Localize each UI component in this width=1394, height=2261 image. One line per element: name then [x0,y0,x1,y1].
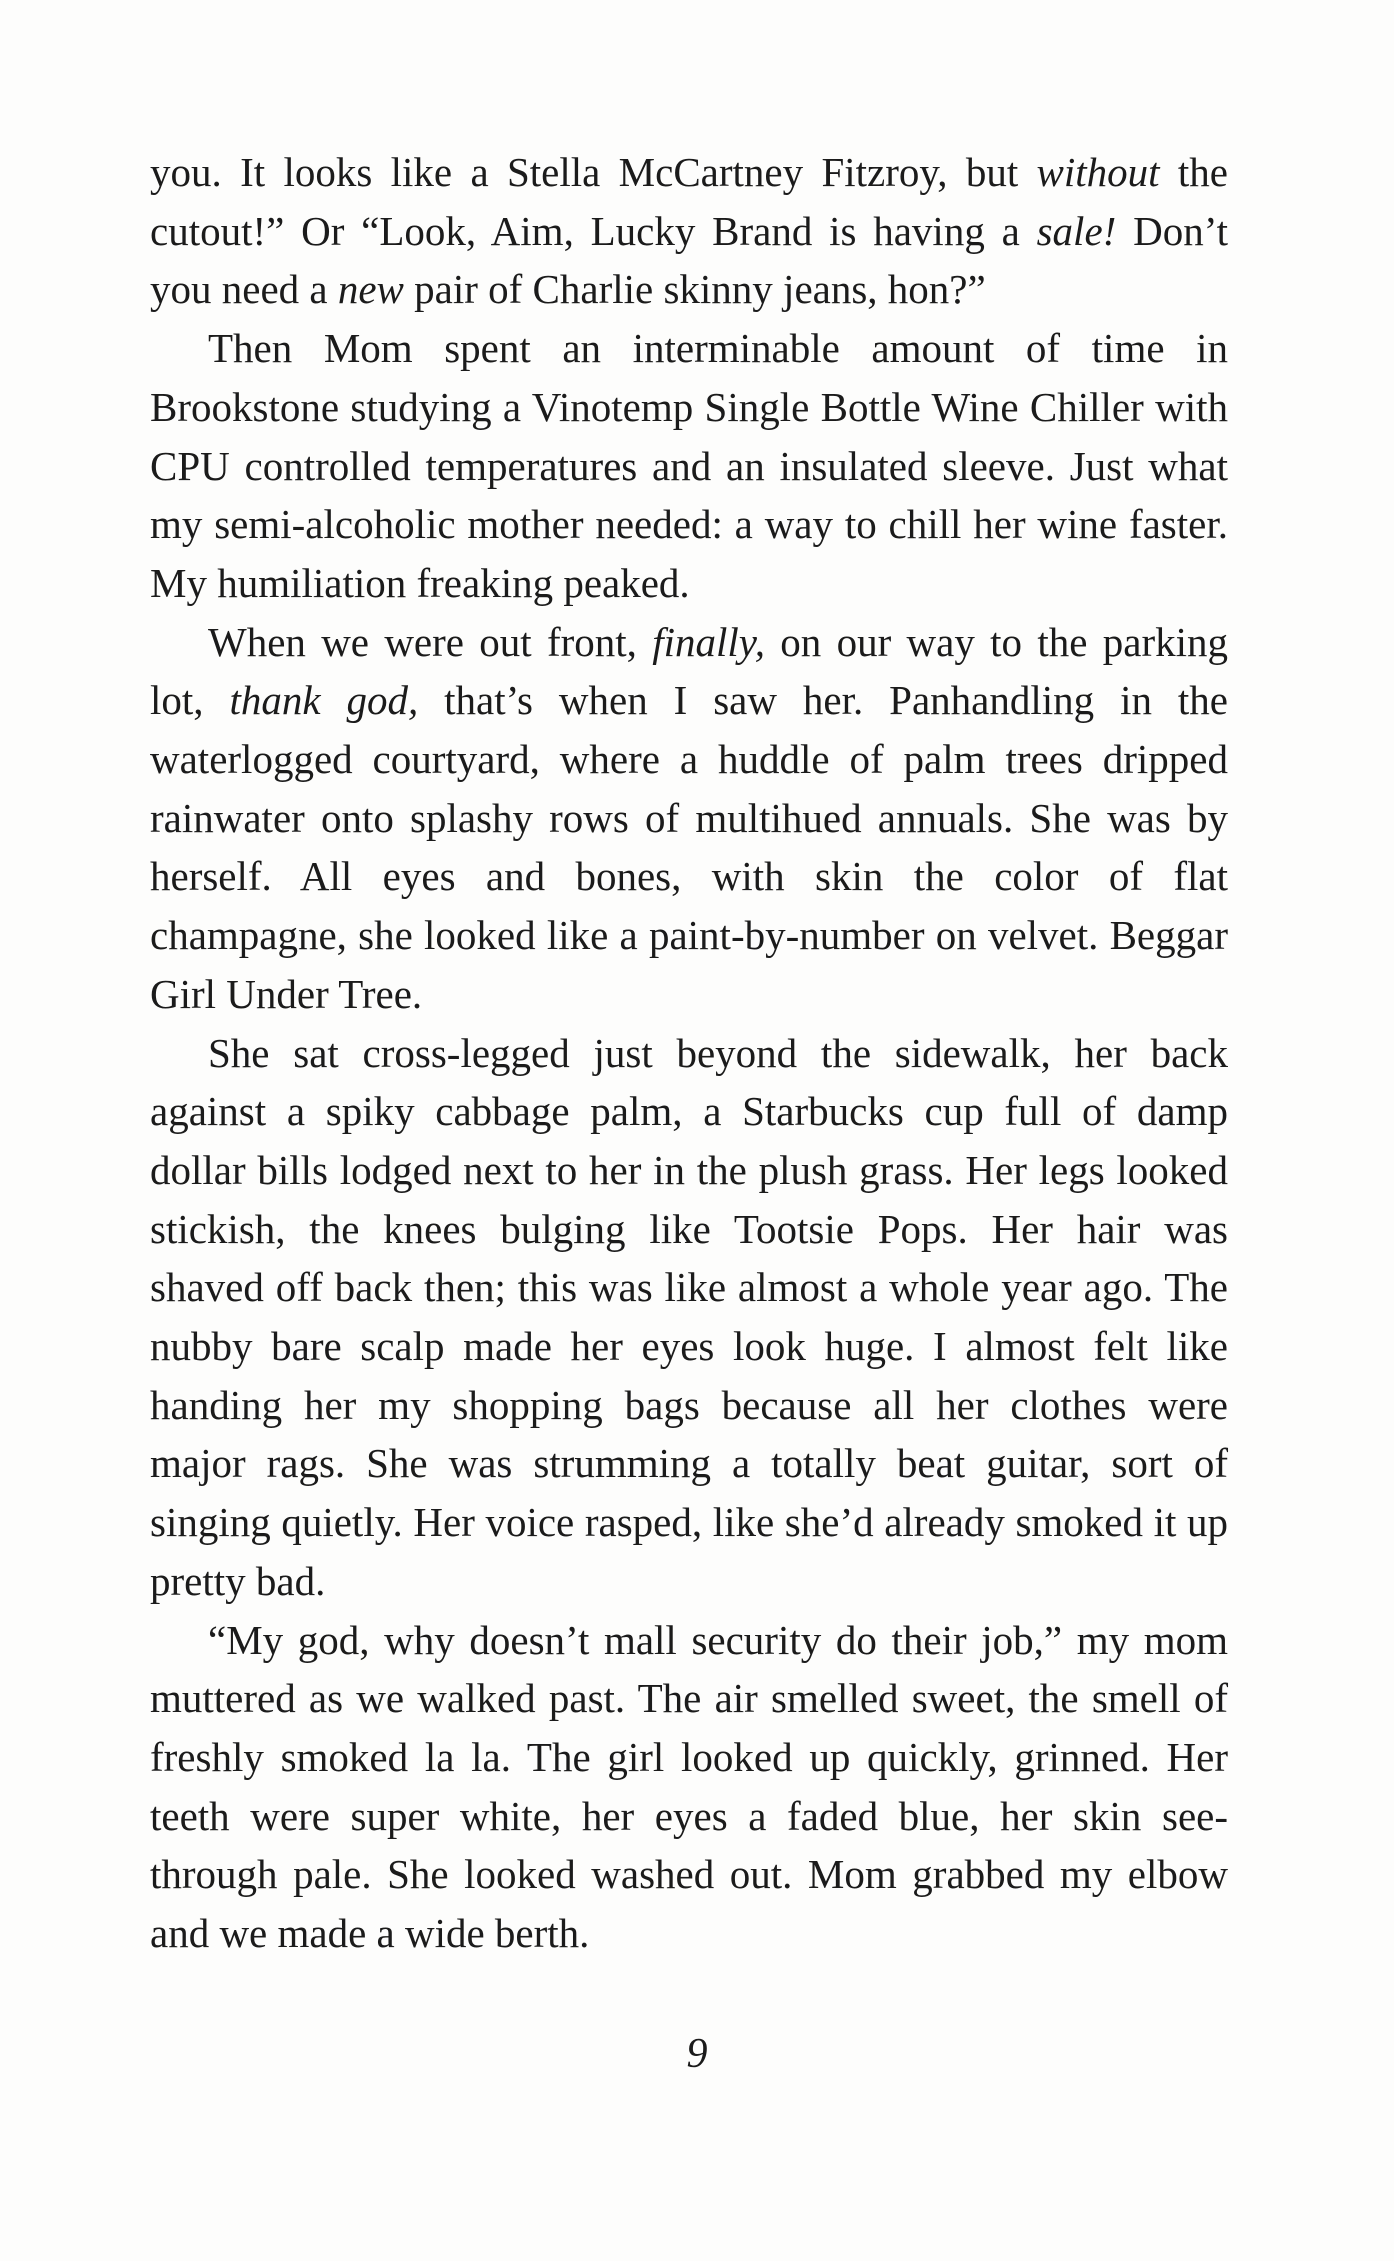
emphasis-text: finally, [652,618,765,665]
text-run: “My god, why doesn’t mall security do their job,” my mom muttered as we walked past. The air smelled sweet, the smell of freshly smoked la la. The girl looked up quickly, grinned. Her teeth were super white, her eyes a faded blue, her skin see-through pale. She looked washed out. Mom grabbed my elbow and we made a wide berth. [150,1616,1228,1957]
text-run: on our way to the parking lot, [150,618,1228,724]
emphasis-text: without [1036,149,1160,195]
text-run: She sat cross-legged just beyond the sidewalk, her back against a spiky cabbage palm, a Starbucks cup full of damp dollar bills lodged next to her in the plush grass. Her legs looked stickish, the knees bulging like Tootsie Pops. Her hair was shaved off back then; this was like almost a whole year ago. The nubby bare scalp made her eyes look huge. I almost felt like handing her my shopping bags because all her clothes were major rags. She was strumming a totally beat guitar, sort of singing quietly. Her voice rasped, like she’d already smoked it up pretty bad. [150,1029,1228,1604]
emphasis-text: thank god, [229,677,419,724]
body-text [150,143,1228,1963]
emphasis-text: sale! [1036,207,1117,254]
text-run: Don’t you need a [150,207,1228,313]
text-run: that’s when I saw her. Panhandling in the waterlogged courtyard, where a huddle of palm trees dripped rainwater onto splashy rows of multihued annuals. She was by herself. All eyes and bones, with skin the color of flat champagne, she looked like a paint-by-number on velvet. Beggar Girl Under Tree. [150,677,1228,1017]
text-run: pair of Charlie skinny jeans, hon?” [403,266,986,313]
paragraph [150,613,1228,1024]
paragraph [150,143,1228,319]
text-run: you. It looks like a Stella McCartney Fitzroy, but [150,149,1037,195]
text-run: Then Mom spent an interminable amount of time in Brookstone studying a Vinotemp Single Bottle Wine Chiller with CPU controlled temperatures and an insulated sleeve. Just what my semi-alcoholic mother needed: a way to chill her wine faster. My humiliation freaking peaked. [150,325,1228,606]
paragraph [150,319,1228,613]
text-run: When we were out front, [208,618,653,665]
paragraph [150,1024,1228,1611]
paragraph [150,1611,1228,1963]
text-run: the cutout!” Or “Look, Aim, Lucky Brand is having a [150,149,1228,254]
emphasis-text: new [337,266,404,313]
page-number: 9 [686,2031,708,2077]
